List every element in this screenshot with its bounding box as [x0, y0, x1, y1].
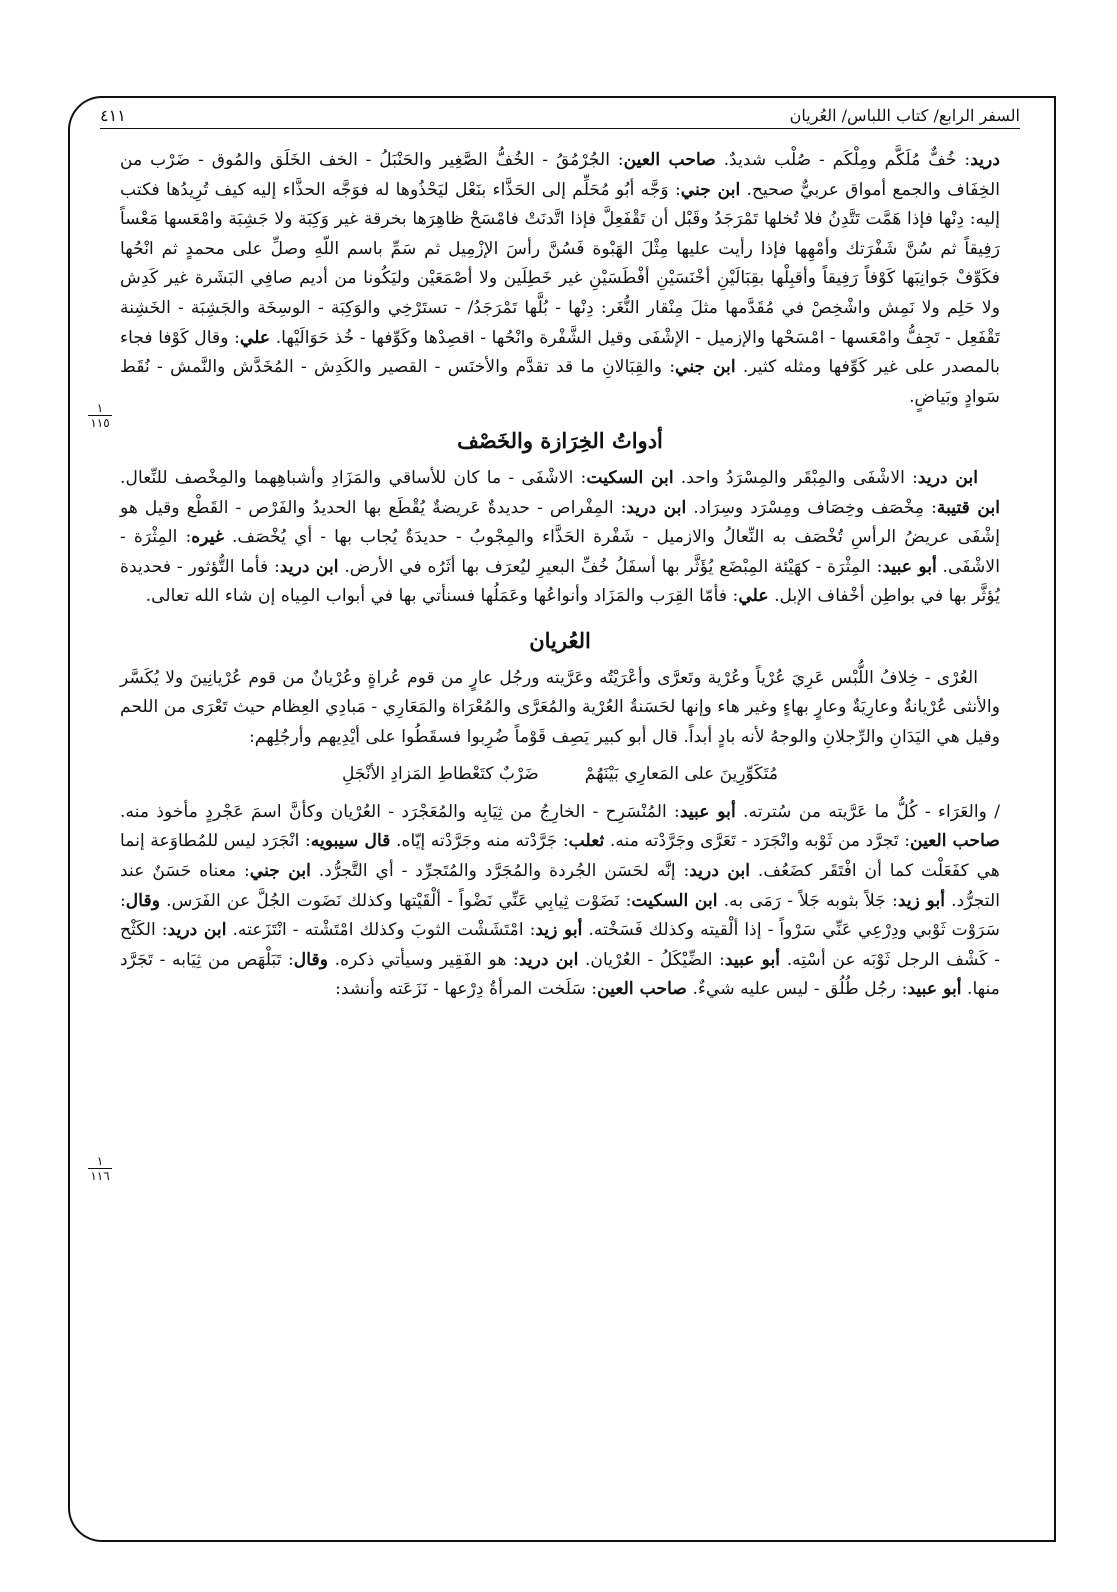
text-run: : خُفٌّ مُلَكَّم ومِلْكَم - صُلْب شديدٌ. [715, 150, 971, 170]
text-run: : تَجرَّد من ثَوْبه وانْجَرَد - تَعَرَّى وجَرَّدْته منه. [604, 831, 910, 852]
source-name: وقال [293, 949, 328, 970]
source-name: صاحب العين [910, 831, 1000, 852]
source-name: ابن جني [675, 357, 736, 378]
running-title: السفر الرابع/ كتاب اللباس/ العُريان [789, 105, 1020, 125]
source-name: أبو عبيد [907, 979, 962, 1000]
text-run: : المِثْرَة - الاشْفَى. [120, 527, 1001, 577]
source-name: صاحب العين [623, 150, 716, 170]
text-run: : والقِبَالانِ ما قد تقدَّم والأخنَس - القصير والكَدِش - المُخَدَّش والنَّمش - نُقَط سَوادٍ وبَياضٍ. [120, 357, 1000, 407]
text-run: : سَلَخت المرأةُ دِرْعها - نَزَعَته وأنشد: [335, 979, 598, 1000]
source-name: ابن دريد [689, 861, 751, 882]
marker-top: ١ [96, 1154, 104, 1168]
header-rule [100, 128, 1020, 129]
text-run: : المُنْسَرِح - الخارِجُ من ثِيَابِه والمُعَجْرَد - العُرْيان وكأنَّ اسمَ عَجْردٍ مأخوذ منه. [120, 801, 680, 822]
source-name: ابن دريد [279, 556, 339, 577]
text-run: / والعَرَاء - كُلُّ ما عَرَّيته من سُترته. [735, 801, 1000, 822]
section-title-tools: أدواتُ الخِرَازة والخَصْف [457, 428, 663, 454]
source-name: ابن دريد [917, 467, 979, 488]
source-name: غيره [191, 527, 224, 548]
marker-top: ١ [96, 401, 104, 415]
paragraph-nakedness: العُرْى - خِلافُ اللُّبْس عَرِيَ عُرْياً وعُرْية وتَعرَّى وأعْرَيْتُه وعَرَّيته ورجُل عارٍ من قوم عُراةٍ وعُرْيانٌ من قوم عُرْيانِينَ ولا يُكَسَّر والأنثى عُرْيانةٌ وعارِيَةٌ وعارٍ بهاءٍ وغير هاء وإنها لحَسَنةُ العُرْية والمُعَرَّى والمُعْرَاة والمَعَارِي - مَبادِي العِظام حيث تَعْرَى من اللحم وقيل هي اليَدَانِ والرِّجلانِ والوجهُ لأنه بادٍ أبداً. قال أبو كبير يَصِف قَوْماً ضُرِبوا فسقَطُوا على أيْدِيهم وأرجُلِهم: [120, 667, 1000, 747]
margin-marker [88, 1155, 112, 1182]
text-run: : رجُل طُلُق - ليس عليه شيءٌ. [686, 979, 908, 1000]
text-run: : الكَثْح - كَشْف الرجل ثَوْبَه عن أسْتِه. [120, 920, 1000, 970]
section-title-nakedness: العُريان [529, 627, 591, 653]
source-name: ثعلب [568, 831, 605, 852]
paragraph-tools [120, 464, 1000, 612]
text-run: : مِخْصَف وخِصَاف ومِسْرَد وسِرَاد. [686, 497, 937, 518]
running-header [100, 100, 1020, 130]
page-body [120, 146, 1000, 1005]
verse-hemistich-right: مُتَكَوِّرِينَ على المَعارِي بَيْنَهُمْ [584, 764, 778, 785]
text-run: : انْجَرَد ليس للمُطاوَعة إنما هي كفَعَلْت كما أن افْتَقَر كضَعُف. [120, 831, 1000, 882]
paragraph-stripping [120, 798, 1000, 1005]
text-run: : وَجَّه أبُو مُحَلِّم إلى الحَذَّاء بنَعْل ليَحْذُوها له فوَجَّه الحذَّاء إليه كيف تُرِيدُها فكتب إليه: دِنْها فإذا هَمَّت تَتَّدِنُ فلا تُخلها تَمْرَجَدُ وقَبْل أن تَقْفَعِلَّ فإذا اتَّدنَتْ فامْسَحْ ظاهِرَها بخرقة غير وَكِبَة ولا جَشِبَة وامْعَسها مَعْساً رَفِيقاً ثم سُنَّ شَفْرَتك وأمْهِها فإذا رأيت عليها مِثْلَ الهَبْوة فَسُنَّ رأسَ الإزْمِيل ثم سَمِّ باسم اللّهِ وصلِّ على محمدٍ ثم انْحُها فكَوِّفْ جَوانِبَها كَوْفاً رَفِيقاً وأقبِلْها بقِبَالَيْنِ أخْنَسَيْنِ أفْطَسَيْنِ غير خَطِلَين ولا أصْمَعَيْن وليَكُونا من أديم صافِي البَشَرة غير كَدِش ولا حَلِم ولا نَمِش واشْخِصْ في مُقَدَّمها مثلَ مِنْقار النُّغَر: دِنْها - بُلَّها تَمْرَجَدُ/ - تستَرْخِي والوَكِبَة - الوسِخَة والجَشِبَة - الخَشِنة تَقْفَعِل - تَجِفُّ وامْعَسها - امْسَحْها والإزميل - الإشْفَى وقيل الشَّفْرة وانْحُها - اقصِدْها وكَوِّفها - خُذ حَوَالَيْها. [120, 179, 1000, 348]
source-name: ابن دريد [626, 497, 687, 518]
source-name: ابن السكيت [586, 467, 674, 488]
text-run: : جَلاً بثوبه جَلاً - رَمَى به. [717, 890, 898, 911]
text-run: : الضِّيْكَلُ - العُرْيان. [578, 949, 725, 970]
paragraph-footwear [120, 146, 1000, 412]
text-run: : إنَّه لحَسَن الجُردة والمُجَرَّد والمُتَجرِّد - أي التَّجرُّد. [310, 861, 690, 882]
poem-verse [120, 760, 1000, 790]
margin-marker [88, 402, 112, 429]
source-name: دريد [970, 150, 1000, 170]
text-run: : المِثْرَة - كهَيْئة المِبْضَع يُؤَثَّر بها أسفَلُ خُفِّ البعيرِ ليُعرَف بها أثَرُه في الأرض. [338, 556, 883, 577]
marker-bottom: ١١٦ [90, 1169, 110, 1183]
text-run: : سَرَوْت ثَوْبي ودِرْعِي عَنِّي سَرْواً - إذا ألْقيته وكذلك فَسَخْته. [120, 890, 1000, 941]
text-run: : وقال كَوْفا فجاء بالمصدر على غير كَوِّفها ومثله كثير. [120, 327, 1001, 378]
text-run: : تَبَلْهَص من ثِيَابه - تَجَرَّد منها. [120, 949, 1000, 1000]
source-name: أبو زيد [535, 920, 583, 941]
text-run: : نَضَوْت ثِيابِي عَنِّي نَضْواً - ألْقَيْتها وكذلك نَضَوت الجُلَّ عن الفَرَس. [160, 890, 632, 911]
text-run: : فأمّا القِرَب والمَزَاد وأنواعُها وعَمَلُها فسنأتي بها في أبواب المِياه إن شاء الله تعالى. [145, 586, 739, 607]
text-run: : الجُرْمُقُ - الخُفُّ الصَّغِير والحَنْبَلُ - الخف الخَلَق والمُوق - ضَرْب من الخِفَاف والجمع أمواق عربيٌّ صحيح. [120, 150, 1000, 200]
source-name: ابن السكيت [631, 890, 718, 911]
source-name: أبو عبيد [882, 556, 937, 577]
text-run: : جَرَّدْته منه وجَرَّدْته إيّاه. [390, 831, 569, 852]
source-name: ابن دريد [167, 920, 227, 941]
source-name: علي [738, 586, 769, 607]
source-name: صاحب العين [597, 979, 687, 1000]
text-run: : فأما التُّؤثور - فحديدة يُؤثَّر بها في بواطِن أخْفاف الإبل. [120, 556, 1000, 607]
text-run: : معناه حَسَنٌ عند التجرُّد. [120, 861, 1000, 911]
text-run: : الاشْفَى - ما كان للأساقي والمَزَادِ وأشباهِهما والمِخْصف للنِّعال. [120, 467, 587, 488]
source-name: أبو عبيد [724, 949, 781, 970]
source-name: ابن دريد [518, 949, 579, 970]
text-run: : امْتَشَشْت الثوبَ وكذلك امْتَشْته - انْتَزَعته. [226, 920, 536, 941]
source-name: أبو زيد [897, 890, 945, 911]
source-name: أبو عبيد [679, 801, 736, 822]
page-border-right [1054, 96, 1056, 1542]
source-name: ابن قتيبة [936, 497, 1001, 518]
source-name: ابن جني [249, 861, 311, 882]
text-run: : الاشْفَى والمِبْقَر والمِسْرَدُ واحد. [673, 467, 918, 488]
source-name: قال سيبويه [310, 831, 391, 852]
marker-bottom: ١١٥ [90, 416, 110, 430]
source-name: وقال [125, 890, 161, 911]
text-run: : المِفْراص - حديدةٌ عَريضةٌ يُقْطَع بها الحديدُ والفَرْص - القَطْع وقيل هو إشْفَى عريضُ الرأسِ تُخْصَف به النِّعالُ والازميل - شَفْرة الحَذَّاء والمِجْوبُ - حديدَةٌ يُجاب بها - أي يُخْصَف. [120, 497, 1000, 548]
source-name: ابن جني [680, 179, 741, 200]
page-number: ٤١١ [100, 105, 126, 125]
text-run: : هو الفَقِير وسيأتي ذكره. [328, 949, 519, 970]
source-name: علي [239, 327, 271, 348]
verse-hemistich-left: ضَرْبٌ كتَعْطاطِ المَزادِ الأنْجَلِ [342, 764, 539, 785]
